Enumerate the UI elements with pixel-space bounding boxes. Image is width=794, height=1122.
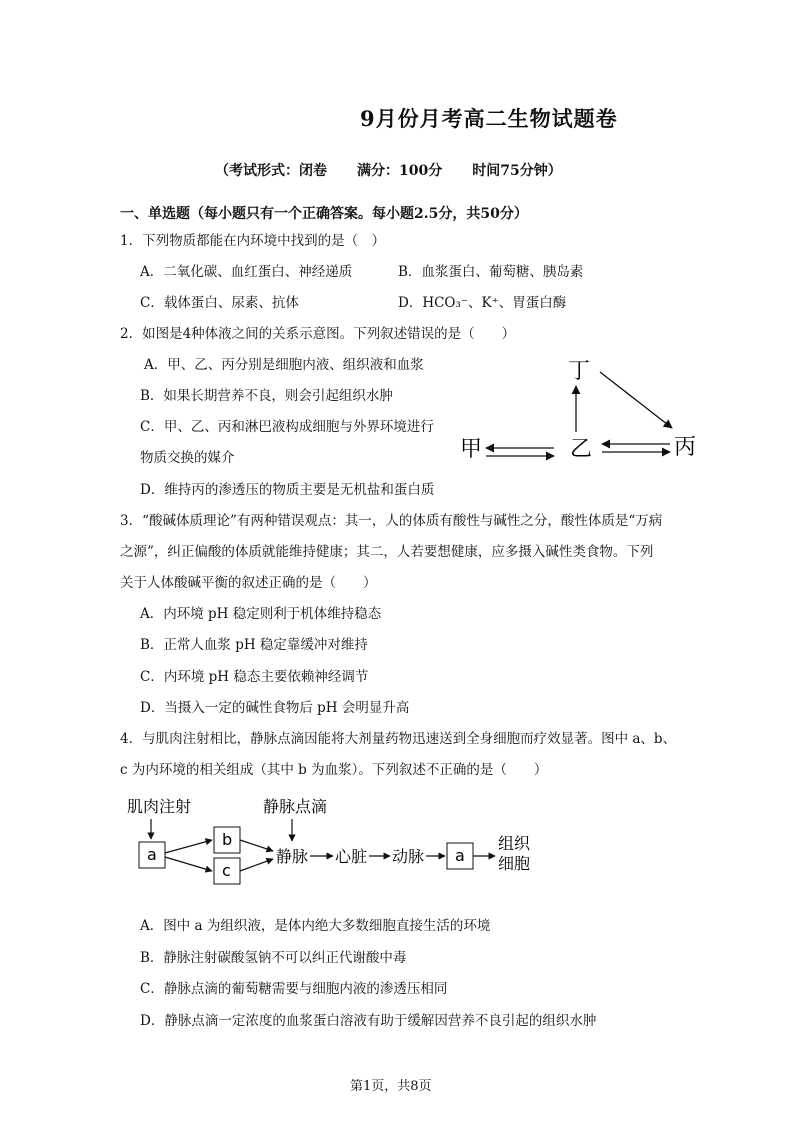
q2-option-c: C．甲、乙、丙和淋巴液构成细胞与外界环境进行 bbox=[140, 419, 434, 435]
label-artery: 动脉 bbox=[392, 847, 425, 866]
label-tissue-line2: 细胞 bbox=[498, 854, 531, 873]
q4-stem-line1: 4．与肌肉注射相比，静脉点滴因能将大剂量药物迅速送到全身细胞而疗效显著。图中 a、b、 bbox=[120, 731, 677, 747]
label-vein: 静脉 bbox=[276, 847, 309, 866]
fluid-relationship-diagram bbox=[450, 350, 710, 470]
q2-option-d: D．维持丙的渗透压的物质主要是无机盐和蛋白质 bbox=[140, 482, 435, 498]
box-c-label: c bbox=[222, 861, 231, 880]
q1-stem: 1．下列物质都能在内环境中找到的是（ ） bbox=[120, 233, 386, 249]
section-heading: 一、单选题（每小题只有一个正确答案。每小题2.5分，共50分） bbox=[120, 206, 528, 222]
q3-stem-line3: 关于人体酸碱平衡的叙述正确的是（ ） bbox=[120, 575, 377, 591]
q1-option-b: B．血浆蛋白、葡萄糖、胰岛素 bbox=[398, 264, 584, 280]
q4-option-d: D．静脉点滴一定浓度的血浆蛋白溶液有助于缓解因营养不良引起的组织水肿 bbox=[140, 1013, 597, 1029]
diagram-node-jia: 甲 bbox=[460, 437, 483, 462]
box-b-label: b bbox=[222, 830, 233, 849]
q2-stem: 2．如图是4种体液之间的关系示意图。下列叙述错误的是（ ） bbox=[120, 326, 516, 342]
q1-option-c: C．载体蛋白、尿素、抗体 bbox=[140, 295, 299, 311]
q4-option-a: A．图中 a 为组织液，是体内绝大多数细胞直接生活的环境 bbox=[140, 918, 491, 934]
arrow-c-to-vein bbox=[240, 859, 273, 871]
q2-option-a: A．甲、乙、丙分别是细胞内液、组织液和血浆 bbox=[144, 357, 424, 373]
q1-option-a: A．二氧化碳、血红蛋白、神经递质 bbox=[140, 264, 353, 280]
exam-time: 时间75分钟） bbox=[472, 163, 562, 179]
exam-form: （考试形式：闭卷 bbox=[215, 163, 327, 179]
q4-option-c: C．静脉点滴的葡萄糖需要与细胞内液的渗透压相同 bbox=[140, 981, 448, 997]
arrow-a-to-c bbox=[165, 857, 212, 871]
label-heart: 心脏 bbox=[335, 847, 368, 866]
box-a-label: a bbox=[147, 845, 157, 864]
q4-stem-line2: c 为内环境的相关组成（其中 b 为血浆）。下列叙述不正确的是（ ） bbox=[120, 762, 548, 778]
page-footer: 第1页，共8页 bbox=[350, 1079, 432, 1094]
page-title: 9月份月考高二生物试题卷 bbox=[360, 106, 618, 131]
q3-option-a: A．内环境 pH 稳定则利于机体维持稳态 bbox=[140, 606, 382, 622]
q1-option-d: D．HCO₃⁻、K⁺、胃蛋白酶 bbox=[398, 295, 567, 311]
q3-option-b: B．正常人血浆 pH 稳定靠缓冲对维持 bbox=[140, 637, 368, 653]
q3-option-d: D．当摄入一定的碱性食物后 pH 会明显升高 bbox=[140, 700, 410, 716]
arrow-b-to-vein bbox=[240, 840, 273, 851]
q2-option-c-cont: 物质交换的媒介 bbox=[140, 450, 235, 466]
exam-info bbox=[215, 160, 592, 180]
q4-option-b: B．静脉注射碳酸氢钠不可以纠正代谢酸中毒 bbox=[140, 950, 407, 966]
arrow-a-to-b bbox=[165, 840, 212, 853]
q3-option-c: C．内环境 pH 稳态主要依赖神经调节 bbox=[140, 669, 369, 685]
label-intravenous: 静脉点滴 bbox=[263, 797, 328, 816]
diagram-node-yi: 乙 bbox=[570, 437, 593, 462]
diagram-node-bing: 丙 bbox=[674, 435, 697, 460]
diagram-node-ding: 丁 bbox=[568, 359, 591, 384]
q3-stem-line2: 之源”，纠正偏酸的体质就能维持健康；其二，人若要想健康，应多摄入碱性类食物。下列 bbox=[120, 544, 654, 560]
box-a-2-label: a bbox=[455, 846, 465, 865]
q2-option-b: B．如果长期营养不良，则会引起组织水肿 bbox=[140, 388, 393, 404]
arrow-ding-to-bing bbox=[600, 372, 672, 428]
exam-score: 满分：100分 bbox=[357, 163, 443, 179]
q3-stem-line1: 3．“酸碱体质理论”有两种错误观点：其一，人的体质有酸性与碱性之分，酸性体质是“万病 bbox=[120, 513, 663, 529]
injection-pathway-diagram bbox=[125, 795, 595, 890]
label-intramuscular: 肌肉注射 bbox=[127, 797, 192, 816]
label-tissue-line1: 组织 bbox=[498, 834, 531, 853]
